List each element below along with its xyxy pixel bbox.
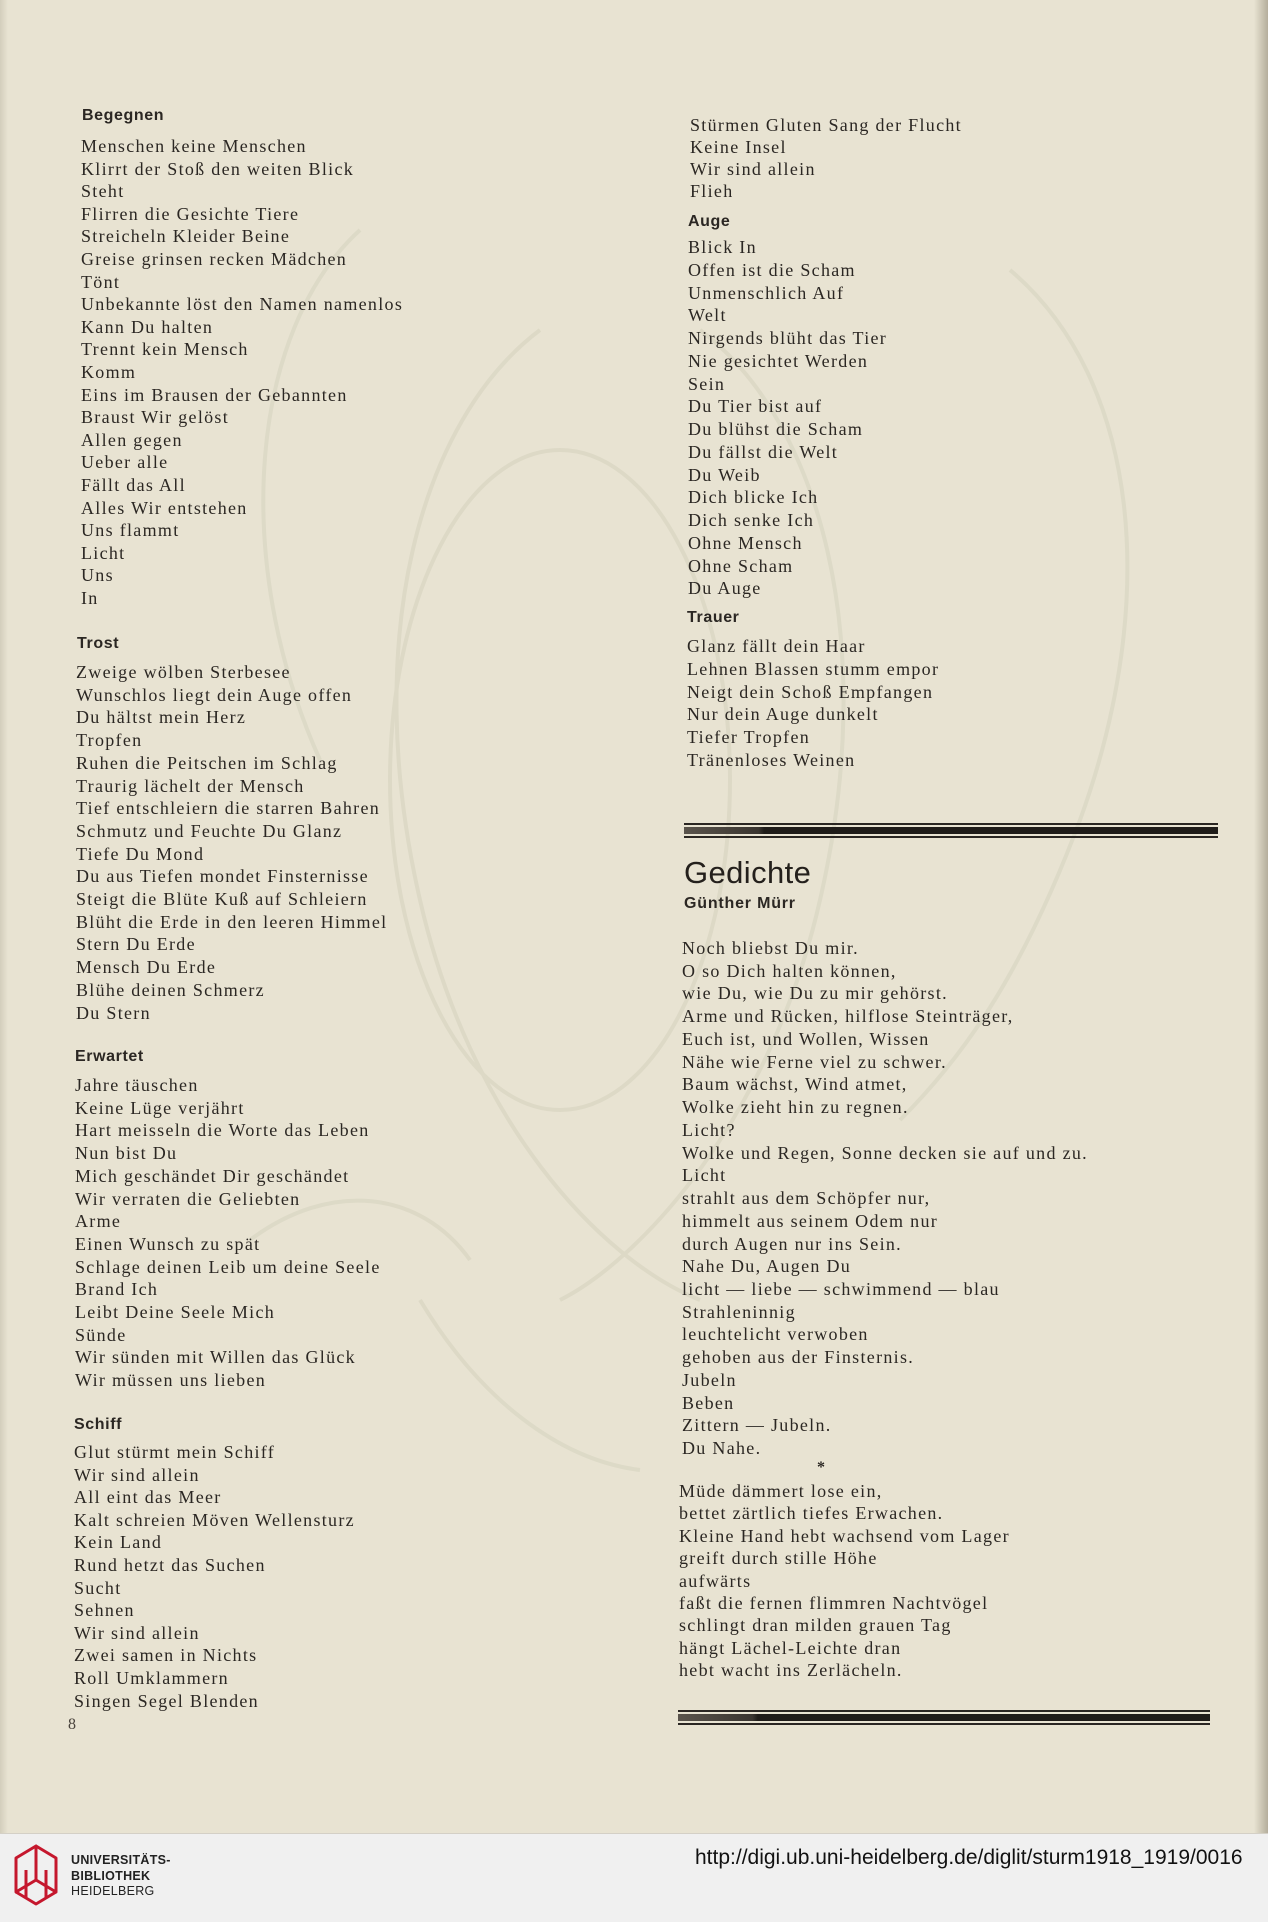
page-edge-shadow-left	[0, 0, 8, 1833]
poem-line: Licht	[682, 1165, 727, 1186]
poem-body	[687, 635, 939, 772]
page-number: 8	[68, 1716, 76, 1733]
poem-line: hängt Lächel-Leichte dran	[679, 1637, 902, 1658]
poem-line: Du Tier bist auf	[688, 396, 823, 417]
poem-title: Trost	[77, 635, 120, 652]
poem-line: Blick In	[688, 237, 757, 257]
poem-line: leuchtelicht verwoben	[682, 1324, 869, 1345]
poem-body	[75, 1074, 381, 1392]
poem-line: Tropfen	[76, 730, 143, 751]
poem-line: Rund hetzt das Suchen	[74, 1554, 266, 1575]
poem-line: Wunschlos liegt dein Auge offen	[76, 684, 353, 705]
poem-line: Nahe Du, Augen Du	[682, 1256, 852, 1277]
poem-line: Jahre täuschen	[75, 1075, 199, 1095]
poem-body	[76, 661, 387, 1024]
poem-line: Beben	[682, 1392, 735, 1413]
poem-line: Offen ist die Scham	[688, 259, 856, 280]
poem-line: Dich senke Ich	[688, 510, 815, 530]
poem-line: Ruhen die Peitschen im Schlag	[76, 752, 338, 773]
poem-line: Nähe wie Ferne viel zu schwer.	[682, 1051, 947, 1072]
poem-line: Nun bist Du	[75, 1143, 178, 1164]
poem-line: Flirren die Gesichte Tiere	[81, 203, 300, 224]
poem-line: Alles Wir entstehen	[81, 497, 248, 518]
poem-line: Ohne Mensch	[688, 532, 803, 553]
poem-line: Kann Du halten	[81, 316, 214, 337]
poem-line: Neigt dein Schoß Empfangen	[687, 681, 934, 702]
poem-line: Steigt die Blüte Kuß auf Schleiern	[76, 889, 368, 910]
poem-line: Traurig lächelt der Mensch	[76, 775, 305, 796]
poem-line: Nirgends blüht das Tier	[688, 328, 888, 348]
poem-line: Nie gesichtet Werden	[688, 350, 869, 371]
poem-line: Unbekannte löst den Namen namenlos	[81, 294, 404, 315]
poem-title: Erwartet	[75, 1048, 144, 1065]
poem-line: Du fällst die Welt	[688, 441, 839, 462]
poem-line: Nur dein Auge dunkelt	[687, 704, 879, 725]
poem-line: Eins im Brausen der Gebannten	[81, 384, 348, 405]
poem-body	[682, 937, 1088, 1460]
poem-auge	[688, 211, 887, 600]
poem-line: Wir sünden mit Willen das Glück	[75, 1347, 356, 1368]
poem-line: durch Augen nur ins Sein.	[682, 1233, 902, 1254]
poem-line: Dich blicke Ich	[688, 487, 819, 508]
section-divider-top	[684, 823, 1218, 838]
poem-begegnen	[81, 105, 403, 609]
poem-line: Keine Lüge verjährt	[75, 1097, 245, 1118]
poem-line: Lehnen Blassen stumm empor	[687, 658, 940, 679]
divider-thick-band	[684, 827, 1218, 834]
poem-line: Mensch Du Erde	[76, 957, 217, 978]
poem-line: Sehnen	[74, 1600, 135, 1621]
poem-line: O so Dich halten können,	[682, 960, 897, 981]
poem-line: Unmenschlich Auf	[688, 282, 845, 303]
section-divider-bottom	[678, 1710, 1210, 1725]
poem-line: Du Stern	[76, 1002, 151, 1023]
poem-line: Stürmen Gluten Sang der Flucht	[690, 115, 962, 135]
poem-line: wie Du, wie Du zu mir gehörst.	[682, 983, 948, 1004]
poem-line: Komm	[81, 361, 137, 382]
poem-title: Auge	[688, 213, 731, 230]
poem-line: Du Weib	[688, 464, 761, 485]
poem-line: Sucht	[74, 1577, 122, 1598]
poem-schiff	[74, 1414, 355, 1712]
poem-line: Wir müssen uns lieben	[75, 1370, 267, 1391]
poem-trauer	[687, 607, 939, 772]
source-url: http://digi.ub.uni-heidelberg.de/diglit/sturm1918_1919/0016	[695, 1846, 1243, 1869]
poem-line: schlingt dran milden grauen Tag	[679, 1615, 952, 1636]
poem-line: Klirrt der Stoß den weiten Blick	[81, 158, 355, 179]
poem-body	[679, 1480, 1010, 1682]
poem-line: Greise grinsen recken Mädchen	[81, 248, 348, 269]
poem-line: Glanz fällt dein Haar	[687, 636, 866, 656]
section-title: Gedichte	[684, 855, 812, 890]
poem-line: Singen Segel Blenden	[74, 1690, 259, 1711]
poem-line: Kleine Hand hebt wachsend vom Lager	[679, 1525, 1010, 1546]
poem-line: Müde dämmert lose ein,	[679, 1481, 883, 1501]
divider-thin-line	[678, 1723, 1210, 1725]
poem-title: Trauer	[687, 609, 740, 626]
gedichte-stanza-1	[682, 937, 1088, 1460]
poem-line: Tief entschleiern die starren Bahren	[76, 798, 381, 819]
poem-line: Trennt kein Mensch	[81, 339, 249, 360]
poem-line: Wir sind allein	[74, 1622, 200, 1643]
poem-line: aufwärts	[679, 1570, 752, 1591]
poem-line: faßt die fernen flimmren Nachtvögel	[679, 1593, 989, 1614]
library-name	[71, 1853, 171, 1900]
poem-line: Zwei samen in Nichts	[74, 1645, 258, 1666]
poem-line: strahlt aus dem Schöpfer nur,	[682, 1188, 931, 1209]
poem-line: Zweige wölben Sterbesee	[76, 662, 291, 682]
poem-line: greift durch stille Höhe	[679, 1548, 878, 1569]
poem-line: Flieh	[690, 181, 734, 202]
poem-line: licht — liebe — schwimmend — blau	[682, 1279, 1000, 1300]
poem-line: Licht?	[682, 1119, 736, 1140]
poem-line: Arme	[75, 1211, 122, 1232]
poem-line: Tönt	[81, 271, 121, 292]
poem-line: Tiefer Tropfen	[687, 727, 811, 748]
poem-line: Stern Du Erde	[76, 934, 196, 955]
poem-line: Du hältst mein Herz	[76, 707, 247, 728]
poem-line: himmelt aus seinem Odem nur	[682, 1210, 939, 1231]
poem-line: Jubeln	[682, 1369, 737, 1390]
poem-line: Leibt Deine Seele Mich	[75, 1302, 276, 1323]
divider-thick-band	[678, 1714, 1210, 1721]
library-name-line: UNIVERSITÄTS-	[71, 1853, 171, 1867]
poem-line: Du blühst die Scham	[688, 419, 864, 439]
poem-line: Mich geschändet Dir geschändet	[75, 1165, 350, 1186]
poem-line: Uns	[81, 565, 114, 586]
stanza-separator: *	[817, 1459, 825, 1476]
poem-line: Streicheln Kleider Beine	[81, 226, 291, 247]
poem-erwartet	[75, 1046, 381, 1392]
library-name-line: BIBLIOTHEK	[71, 1868, 151, 1883]
poem-schiff-continuation	[690, 114, 962, 202]
poem-line: Noch bliebst Du mir.	[682, 938, 859, 958]
poem-line: Strahleninnig	[682, 1301, 796, 1322]
poem-line: Keine Insel	[690, 137, 787, 158]
poem-line: Zittern — Jubeln.	[682, 1415, 832, 1436]
poem-line: Sein	[688, 373, 726, 394]
poem-body	[74, 1441, 355, 1712]
gedichte-stanza-2	[679, 1480, 1010, 1682]
poem-line: Allen gegen	[81, 429, 183, 450]
poem-line: Wolke zieht hin zu regnen.	[682, 1097, 909, 1118]
poem-title: Begegnen	[82, 107, 165, 124]
poem-line: Wir sind allein	[690, 159, 816, 180]
poem-line: gehoben aus der Finsternis.	[682, 1347, 915, 1368]
poem-line: Kein Land	[74, 1532, 163, 1553]
poem-line: Schmutz und Feuchte Du Glanz	[76, 820, 343, 841]
poem-line: Du aus Tiefen mondet Finsternisse	[76, 866, 369, 887]
poem-line: Tiefe Du Mond	[76, 843, 205, 864]
poem-line: Sünde	[75, 1324, 127, 1345]
poem-line: Wir sind allein	[74, 1464, 200, 1485]
poem-line: hebt wacht ins Zerlächeln.	[679, 1660, 903, 1681]
poem-line: Tränenloses Weinen	[687, 749, 856, 770]
poem-body	[690, 114, 962, 202]
section-author: Günther Mürr	[684, 895, 796, 912]
poem-trost	[76, 633, 387, 1024]
library-name-line: HEIDELBERG	[71, 1884, 155, 1898]
poem-line: bettet zärtlich tiefes Erwachen.	[679, 1503, 944, 1524]
poem-line: Hart meisseln die Worte das Leben	[75, 1120, 370, 1141]
poem-line: Brand Ich	[75, 1279, 159, 1300]
library-logo-icon	[10, 1840, 62, 1913]
poem-line: Glut stürmt mein Schiff	[74, 1442, 276, 1462]
poem-body	[688, 236, 887, 600]
poem-line: Einen Wunsch zu spät	[75, 1233, 261, 1254]
poem-line: Wir verraten die Geliebten	[75, 1188, 301, 1209]
poem-line: Steht	[81, 181, 125, 202]
poem-line: Ueber alle	[81, 452, 169, 473]
poem-line: Arme und Rücken, hilflose Steinträger,	[682, 1006, 1014, 1027]
poem-title: Schiff	[74, 1416, 123, 1433]
poem-line: Euch ist, und Wollen, Wissen	[682, 1028, 930, 1049]
page-edge-shadow-right	[1254, 0, 1268, 1833]
poem-line: Braust Wir gelöst	[81, 407, 230, 428]
poem-line: Wolke und Regen, Sonne decken sie auf und zu.	[682, 1142, 1088, 1163]
poem-line: Kalt schreien Möven Wellensturz	[74, 1509, 355, 1530]
poem-line: Roll Umklammern	[74, 1667, 229, 1688]
poem-line: Du Nahe.	[682, 1438, 762, 1459]
poem-line: Du Auge	[688, 578, 762, 599]
poem-line: Menschen keine Menschen	[81, 136, 307, 156]
poem-line: Licht	[81, 542, 126, 563]
poem-line: Schlage deinen Leib um deine Seele	[75, 1256, 381, 1277]
poem-line: Welt	[688, 305, 727, 326]
poem-body	[81, 135, 403, 609]
poem-line: Baum wächst, Wind atmet,	[682, 1074, 908, 1095]
poem-line: In	[81, 587, 99, 608]
poem-line: Fällt das All	[81, 474, 186, 495]
poem-line: Ohne Scham	[688, 555, 794, 576]
poem-line: All eint das Meer	[74, 1487, 222, 1508]
poem-line: Uns flammt	[81, 520, 180, 541]
poem-line: Blühe deinen Schmerz	[76, 979, 265, 1000]
divider-thin-line	[684, 836, 1218, 838]
poem-line: Blüht die Erde in den leeren Himmel	[76, 911, 388, 932]
